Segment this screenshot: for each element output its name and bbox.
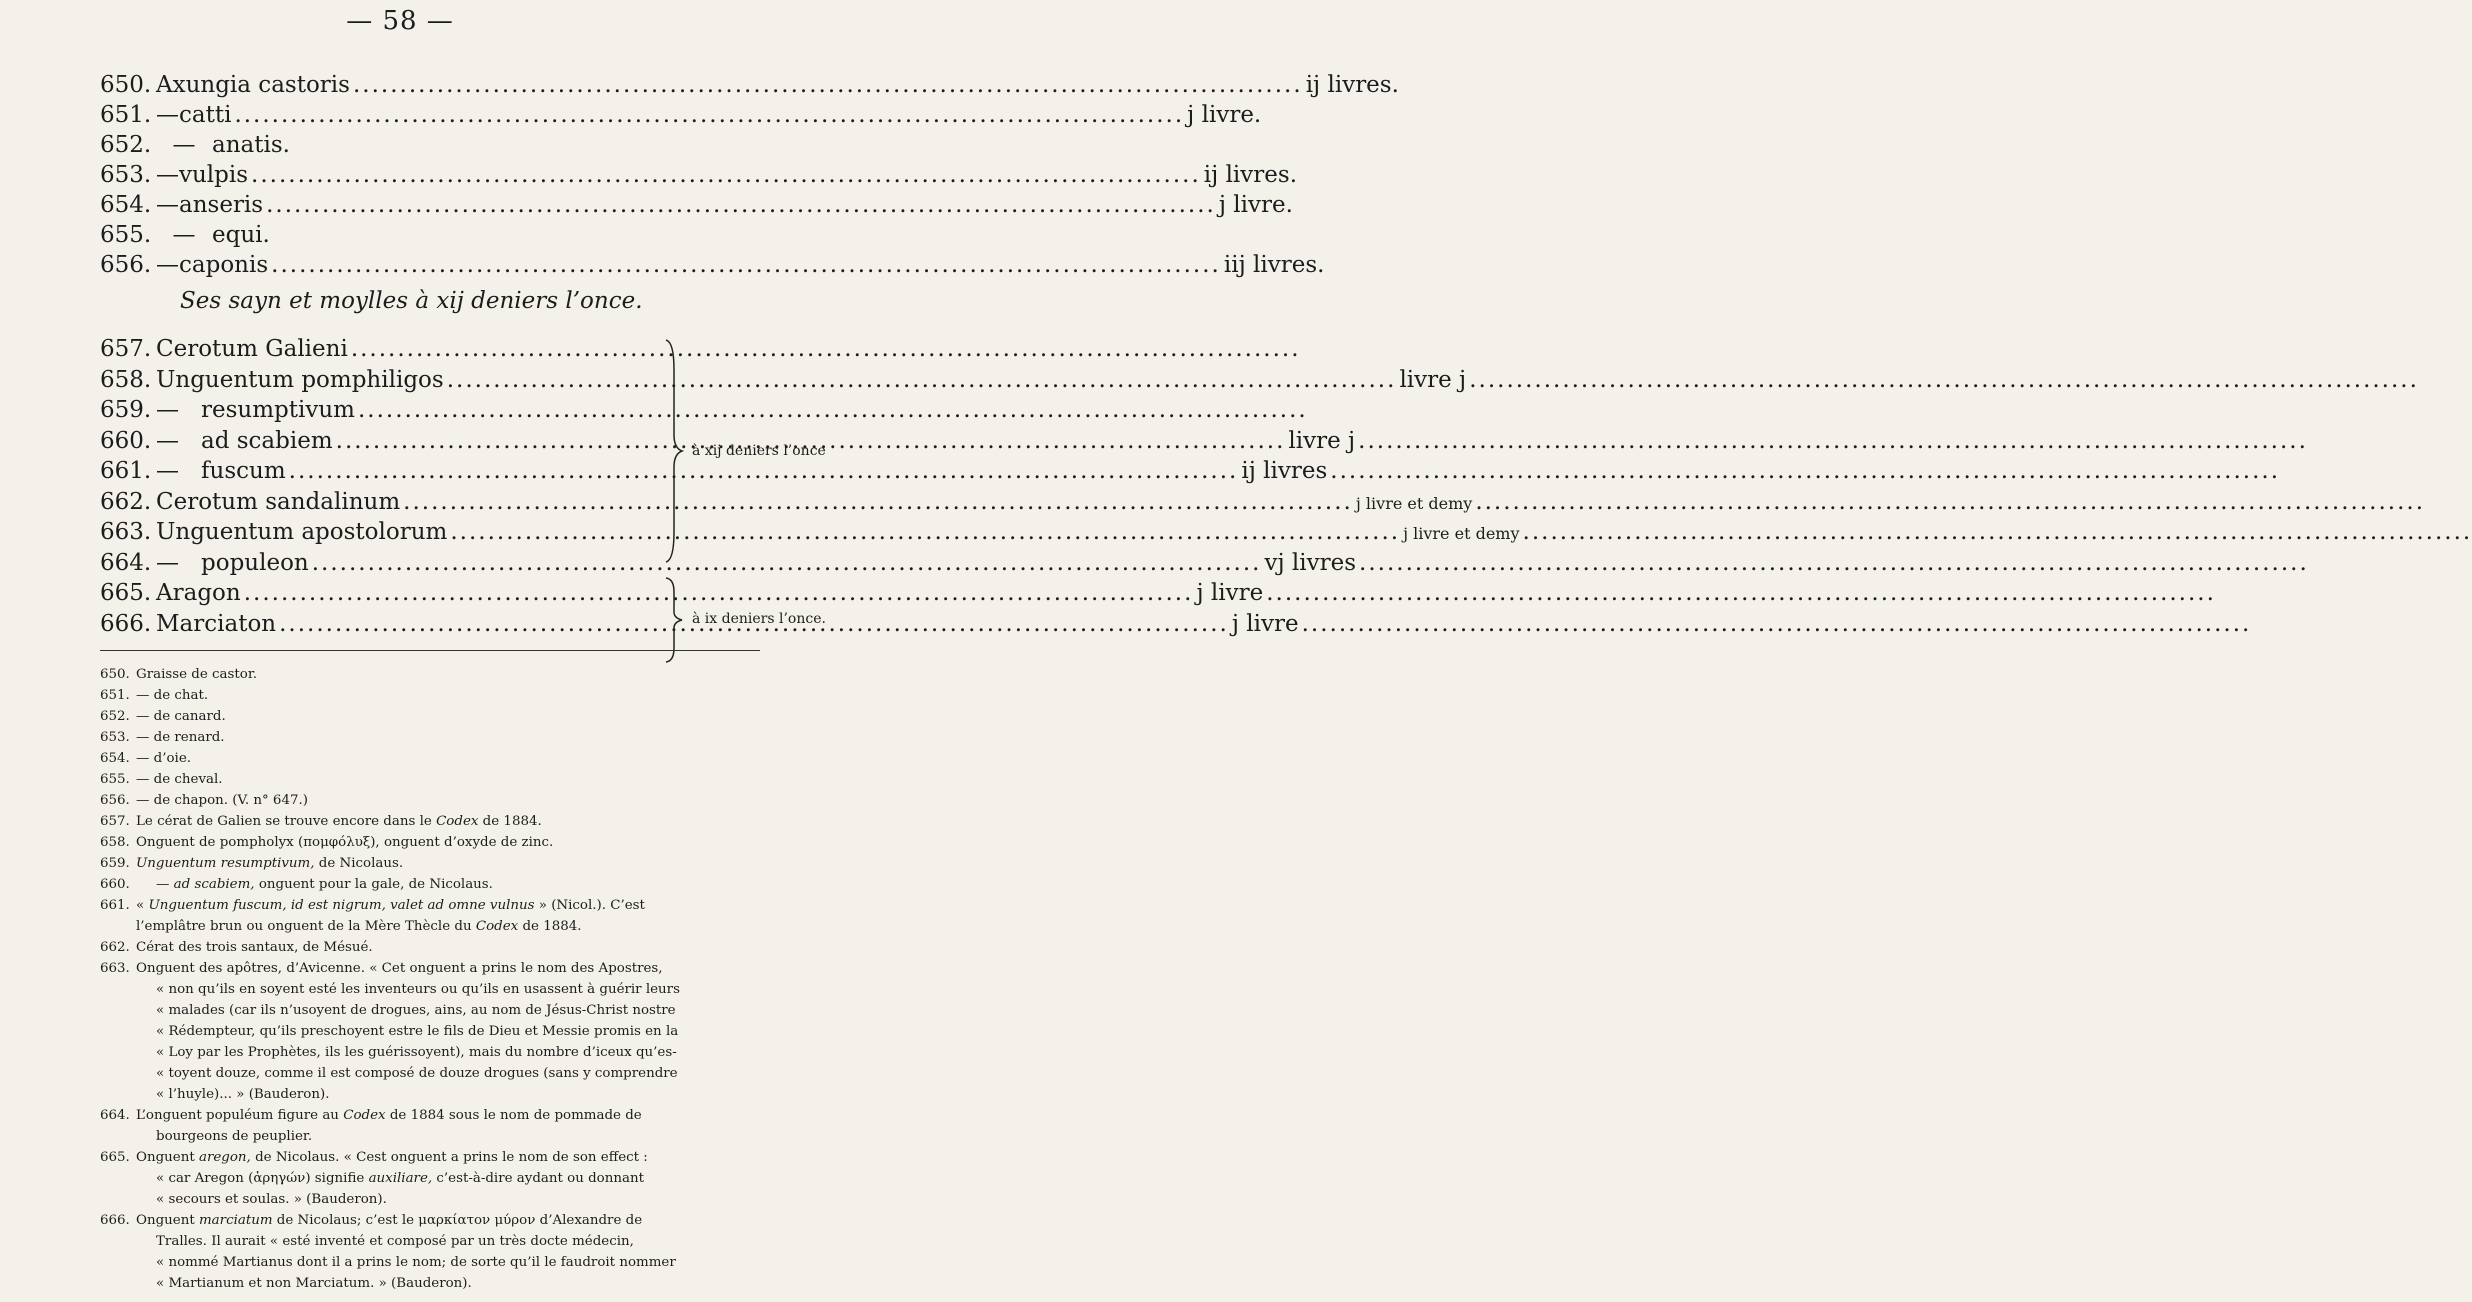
note-number: 657. (100, 814, 130, 829)
leader-dots (1523, 519, 2472, 545)
list-item (100, 397, 660, 428)
item-name: caponis (179, 252, 269, 278)
ditto-dash: — (156, 102, 179, 128)
item-price: livre j (1399, 366, 1467, 393)
leader-dots (403, 489, 1353, 515)
footnote (100, 1210, 775, 1294)
item-price: j livre et demy (1355, 493, 1473, 513)
list-item (100, 488, 1473, 520)
item-number: 665. (100, 580, 152, 606)
price-note: à xij deniers l’once (692, 443, 826, 459)
leader-dots (289, 458, 1239, 484)
list-item (100, 519, 1520, 550)
item-number: 661. (100, 458, 152, 484)
ditto-dash: — (156, 162, 179, 188)
item-name: anatis. (212, 132, 290, 158)
item-number: 658. (100, 366, 152, 393)
item-price: ij livres. (1203, 162, 1298, 188)
note-number: 665. (100, 1150, 130, 1165)
leader-dots (244, 580, 1194, 606)
note-number: 654. (100, 751, 130, 766)
item-name: Unguentum apostolorum (156, 519, 448, 545)
footnote (100, 727, 775, 748)
leader-dots (1266, 580, 2216, 606)
ditto-dash: — (156, 427, 179, 454)
note-text: — de chapon. (V. n° 647.) (136, 793, 308, 808)
footnotes (100, 664, 775, 1294)
ditto-dash: — (156, 549, 179, 576)
note-number: 658. (100, 835, 130, 850)
item-name: Unguentum pomphiligos (156, 366, 444, 393)
note-number: 666. (100, 1213, 130, 1228)
item-number: 650. (100, 72, 152, 98)
leader-dots (1358, 428, 2308, 454)
footnote (100, 937, 775, 958)
list-item (100, 458, 1328, 489)
page-number: — 58 — (346, 6, 454, 36)
item-number: 654. (100, 192, 152, 218)
note-number: 650. (100, 667, 130, 682)
leader-dots (447, 367, 1397, 393)
item-number: 655. (100, 222, 152, 248)
ditto-dash: — (172, 222, 196, 248)
item-number: 656. (100, 252, 152, 278)
note-text: — ad scabiem, onguent pour la gale, de Nicolaus. (156, 877, 493, 892)
item-price: j livre. (1218, 192, 1293, 218)
item-number: 663. (100, 519, 152, 545)
footnote (100, 832, 775, 853)
price-note: à ix deniers l’once. (692, 611, 826, 627)
footnote (100, 853, 775, 874)
note-number: 664. (100, 1108, 130, 1123)
item-name: ad scabiem (201, 427, 333, 454)
list-item (100, 252, 1325, 282)
leader-dots (234, 102, 1184, 128)
item-price: vj livres (1264, 549, 1357, 576)
item-name: vulpis (179, 162, 249, 188)
note-number: 661. (100, 898, 130, 913)
list-item (100, 549, 1357, 581)
item-number: 652. (100, 132, 152, 158)
note-number: 663. (100, 961, 130, 976)
item-number: 653. (100, 162, 152, 188)
divider (100, 650, 760, 651)
ditto-dash: — (156, 192, 179, 218)
note-text: — de chat. (136, 688, 209, 703)
note-text: — de renard. (136, 730, 225, 745)
item-name: Aragon (156, 580, 241, 606)
item-number: 657. (100, 336, 152, 362)
item-number: 664. (100, 549, 152, 576)
footnote (100, 664, 775, 685)
note-text: — de cheval. (136, 772, 223, 787)
note-number: 651. (100, 688, 130, 703)
item-name: catti (179, 102, 232, 128)
leader-dots (1469, 367, 2419, 393)
leader-dots (353, 72, 1303, 98)
footnote (100, 895, 775, 937)
note-number: 656. (100, 793, 130, 808)
item-name: resumptivum (201, 397, 355, 423)
footnote (100, 769, 775, 790)
leader-dots (351, 336, 1301, 362)
note-text: Le cérat de Galien se trouve encore dans le Codex de 1884. (136, 814, 542, 829)
list-item (100, 336, 660, 367)
footnote (100, 874, 775, 895)
note-text: « Unguentum fuscum, id est nigrum, valet ad omne vulnus » (Nicol.). C’est l’emplâtre brun ou onguent de la Mère Thècle du Codex de 1884. (136, 898, 645, 934)
note-text: Onguent des apôtres, d’Avicenne. « Cet onguent a prins le nom des Apostres, « non qu’ils en soyent esté les inventeurs ou qu’ils en usassent à guérir leurs « malades (car ils n’usoyent de drogues, ains, au nom de Jésus-Christ nostre « Rédempteur, qu’ils preschoyent estre le fils de Dieu et Messie promis en la « Loy par les Prophètes, ils les guérissoyent), mais du nombre d’iceux qu’es- « toyent douze, comme il est composé de douze drogues (sans y comprendre « l’huyle)... » (Bauderon). (136, 961, 680, 1102)
note-text: Onguent de pompholyx (πομφόλυξ), onguent d’oxyde de zinc. (136, 835, 554, 850)
item-name: Axungia castoris (156, 72, 350, 98)
item-name: anseris (179, 192, 264, 218)
note-text: Unguentum resumptivum, de Nicolaus. (136, 856, 404, 871)
item-name: Cerotum Galieni (156, 336, 348, 362)
right-brace-icon (664, 340, 684, 562)
footnote (100, 1105, 775, 1147)
item-name: Cerotum sandalinum (156, 488, 401, 515)
ditto-dash: — (172, 132, 196, 158)
item-name: equi. (212, 222, 270, 248)
footnote (100, 790, 775, 811)
item-price: j livre (1196, 580, 1264, 606)
list-item (100, 102, 1262, 132)
note-number: 653. (100, 730, 130, 745)
leader-dots (1302, 611, 2252, 637)
footnote (100, 706, 775, 727)
footnote (100, 811, 775, 832)
note-number: 659. (100, 856, 130, 871)
leader-dots (251, 162, 1201, 188)
leader-dots (1359, 550, 2309, 576)
leader-dots (1330, 458, 2280, 484)
ditto-dash: — (156, 458, 179, 484)
note-number: 662. (100, 940, 130, 955)
item-price: ij livres. (1305, 72, 1399, 98)
list-item (100, 192, 1293, 222)
note-text: — de canard. (136, 709, 226, 724)
note-text: Cérat des trois santaux, de Mésué. (136, 940, 373, 955)
item-price: livre j (1288, 427, 1356, 454)
item-number: 662. (100, 488, 152, 515)
item-number: 651. (100, 102, 152, 128)
note-text: Onguent marciatum de Nicolaus; c’est le μαρκίατον μύρον d’Alexandre de Tralles. Il aurait « esté inventé et composé par un très docte médecin, « nommé Martianus dont il a prins le nom; de sorte qu’il le faudroit nommer « Martianum et non Marciatum. » (Bauderon). (136, 1213, 676, 1291)
note-number: 660. (100, 877, 130, 892)
item-price: j livre. (1187, 102, 1262, 128)
note-text: — d’oie. (136, 751, 192, 766)
footnote (100, 958, 775, 1105)
note-text: Graisse de castor. (136, 667, 258, 682)
item-price: ij livres (1241, 458, 1328, 484)
leader-dots (358, 397, 1308, 423)
list-item (100, 580, 1264, 611)
leader-dots (450, 519, 1400, 545)
item-price: j livre et demy (1403, 524, 1520, 543)
footnote (100, 1147, 775, 1210)
footnote (100, 748, 775, 769)
item-number: 666. (100, 610, 152, 637)
item-name: Marciaton (156, 610, 277, 637)
section-subtitle: Ses sayn et moylles à xij deniers l’once. (180, 288, 643, 314)
ditto-dash: — (156, 397, 179, 423)
item-name: fuscum (201, 458, 286, 484)
note-text: L’onguent populéum figure au Codex de 1884 sous le nom de pommade de bourgeons de peuplier. (136, 1108, 642, 1144)
leader-dots (266, 192, 1216, 218)
list-item (100, 366, 1467, 398)
item-number: 659. (100, 397, 152, 423)
leader-dots (1475, 489, 2425, 515)
item-price: j livre (1231, 610, 1299, 637)
leader-dots (312, 550, 1262, 576)
note-number: 655. (100, 772, 130, 787)
axungia-list (100, 72, 1399, 282)
item-name: populeon (201, 549, 309, 576)
list-item (100, 72, 1399, 102)
footnote (100, 685, 775, 706)
note-text: Onguent aregon, de Nicolaus. « Cest onguent a prins le nom de son effect : « car Aregon (ἀρηγών) signifie auxiliare, c’est-à-dire aydant ou donnant « secours et soulas. » (Bauderon). (136, 1150, 648, 1207)
list-item (100, 222, 720, 252)
list-item (100, 162, 1298, 192)
item-number: 660. (100, 427, 152, 454)
leader-dots (271, 252, 1221, 278)
ditto-dash: — (156, 252, 179, 278)
item-price: iij livres. (1223, 252, 1325, 278)
note-number: 652. (100, 709, 130, 724)
list-item (100, 132, 720, 162)
